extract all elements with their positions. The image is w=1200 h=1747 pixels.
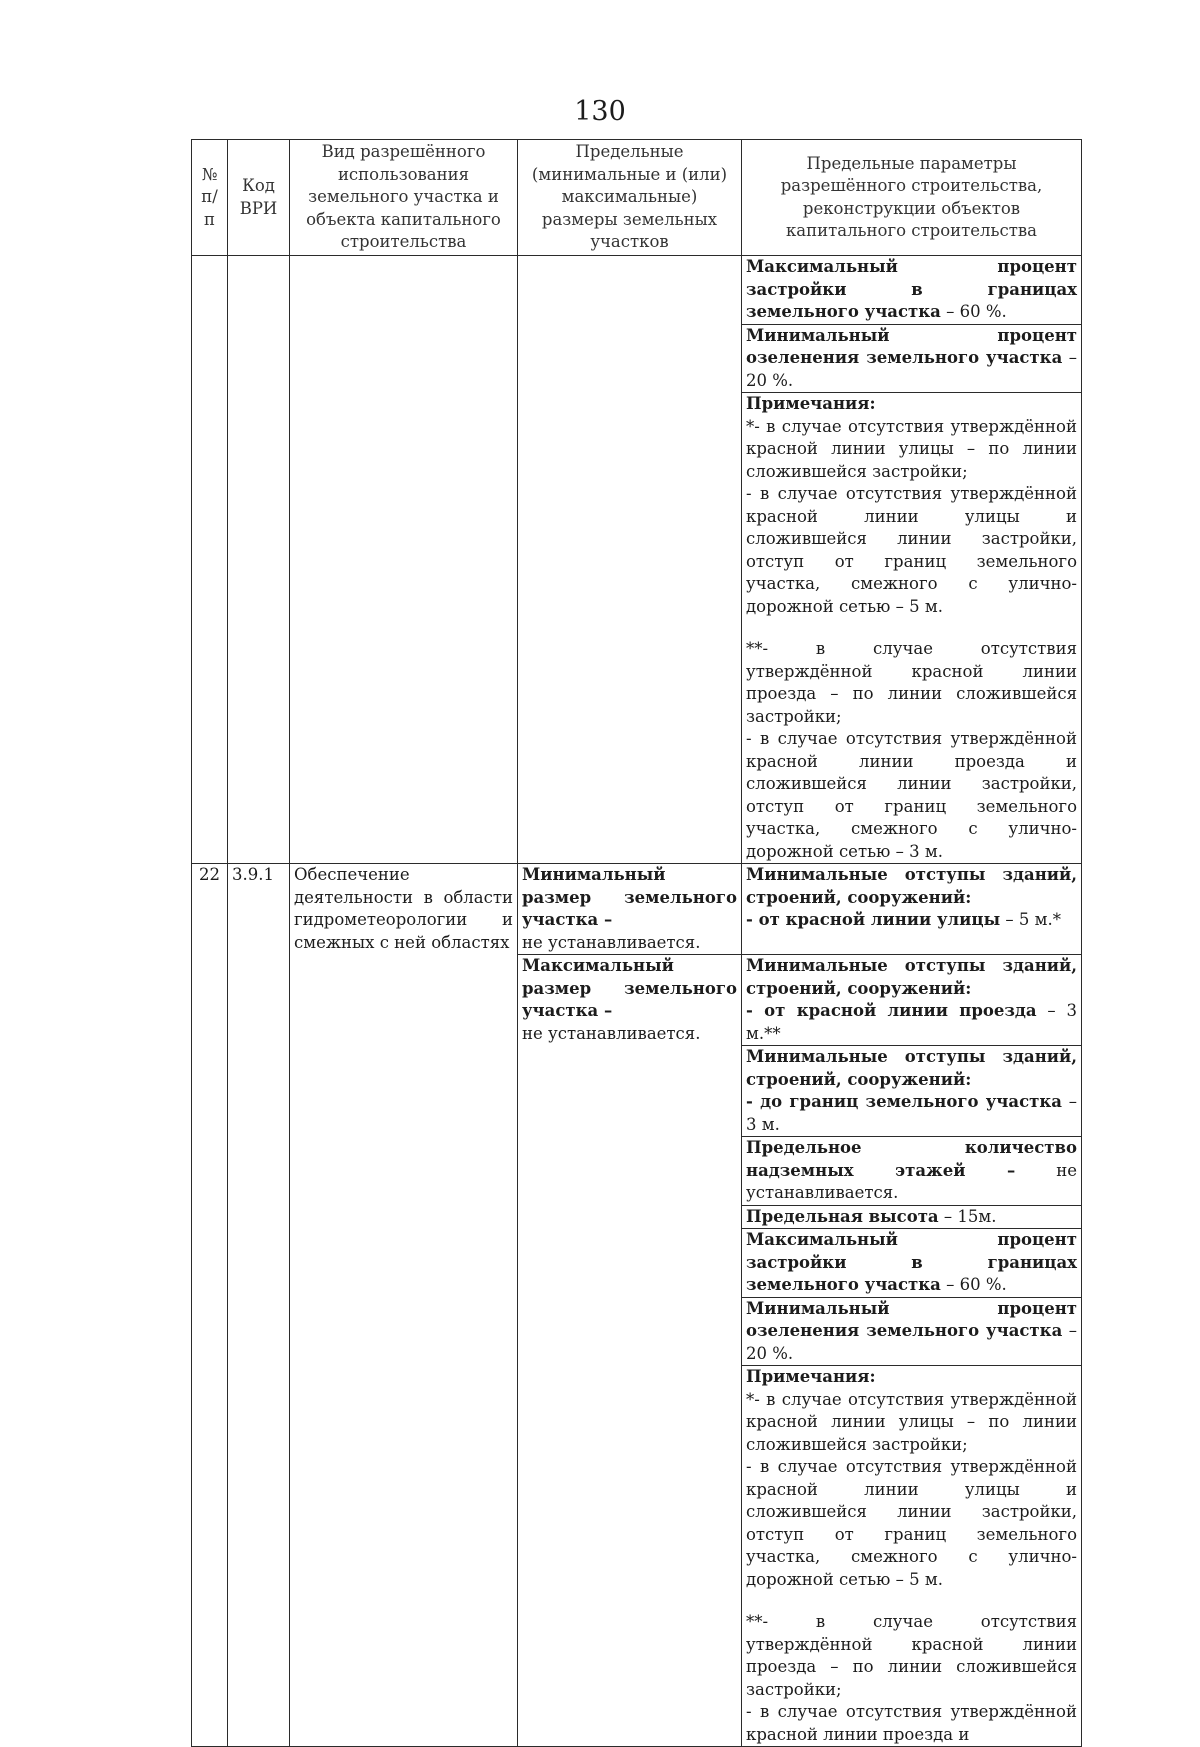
param-min-green: Минимальный процент озеленения земельного участка – 20 %. [742,324,1082,393]
param-setback-passage: Минимальные отступы зданий, строений, сооружений: - от красной линии проезда – 3 м.** [742,955,1082,1046]
note-text: - в случае отсутствия утверждённой красной линии улицы и сложившейся линии застройки, отступ от границ земельного участка, смежного с улично-дорожной сетью – 5 м. [746,1457,1077,1589]
row-code: 3.9.1 [228,864,290,1747]
cell-empty [228,256,290,864]
param-height: Предельная высота – 15м. [742,1205,1082,1229]
note-text: **- в случае отсутствия утверждённой красной линии проезда – по линии сложившейся застройки; [746,1612,1077,1699]
table-row [192,864,1082,955]
param-min-green: Минимальный процент озеленения земельного участка – 20 %. [742,1297,1082,1366]
notes [742,1366,1082,1747]
param-floors: Предельное количество надземных этажей – не устанавливается. [742,1137,1082,1206]
param-max-percent: Максимальный процент застройки в границах земельного участка – 60 %. [742,256,1082,325]
row-use: Обеспечение деятельности в области гидрометеорологии и смежных с ней областях [290,864,518,1747]
zoning-table [191,139,1082,1747]
page-number: 130 [574,96,626,127]
header-params: Предельные параметры разрешённого строительства, реконструкции объектов капитального строительства [742,140,1082,256]
notes-title: Примечания: [746,394,876,413]
header-num: № п/п [192,140,228,256]
cell-empty [518,256,742,864]
max-size: Максимальный размер земельного участка – не устанавливается. [518,955,742,1747]
note-text: *- в случае отсутствия утверждённой красной линии улицы – по линии сложившейся застройки; [746,416,1077,481]
param-setback-street: Минимальные отступы зданий, строений, сооружений: - от красной линии улицы – 5 м.* [742,864,1082,955]
notes [742,393,1082,864]
cell-empty [290,256,518,864]
row-number: 22 [192,864,228,1747]
note-text: - в случае отсутствия утверждённой красной линии проезда и [746,1702,1077,1744]
header-code: Код ВРИ [228,140,290,256]
note-text: - в случае отсутствия утверждённой красной линии улицы и сложившейся линии застройки, отступ от границ земельного участка, смежного с улично-дорожной сетью – 5 м. [746,484,1077,616]
note-text: - в случае отсутствия утверждённой красной линии проезда и сложившейся линии застройки, отступ от границ земельного участка, смежного с улично-дорожной сетью – 3 м. [746,729,1077,861]
note-text: **- в случае отсутствия утверждённой красной линии проезда – по линии сложившейся застройки; [746,639,1077,726]
table-header-row [192,140,1082,256]
min-size: Минимальный размер земельного участка – не устанавливается. [518,864,742,955]
param-max-percent: Максимальный процент застройки в границах земельного участка – 60 %. [742,1229,1082,1298]
notes-title: Примечания: [746,1367,876,1386]
cell-empty [192,256,228,864]
param-setback-boundary: Минимальные отступы зданий, строений, сооружений: - до границ земельного участка – 3 м. [742,1046,1082,1137]
header-size: Предельные (минимальные и (или) максимальные) размеры земельных участков [518,140,742,256]
note-text: *- в случае отсутствия утверждённой красной линии улицы – по линии сложившейся застройки; [746,1389,1077,1454]
header-use: Вид разрешённого использования земельного участка и объекта капитального строительства [290,140,518,256]
table-row [192,256,1082,325]
